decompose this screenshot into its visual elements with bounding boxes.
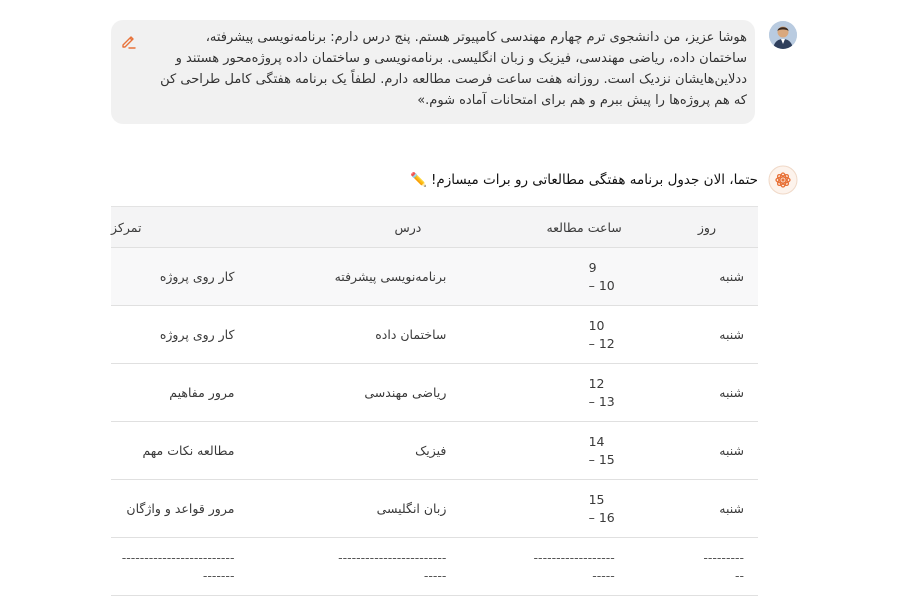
cell-time-separator	[489, 538, 634, 596]
time-start: 12	[588, 375, 605, 391]
time-start: 14	[588, 433, 605, 449]
cell-course: فیزیک	[260, 422, 489, 480]
assistant-title-text: حتما، الان جدول برنامه هفتگی مطالعاتی رو برات میسازم!	[430, 172, 758, 188]
time-end: – 10	[588, 277, 615, 293]
cell-day: شنبه	[635, 422, 758, 480]
table-separator-row	[111, 538, 758, 596]
cell-day: شنبه	[635, 306, 758, 364]
cell-day: شنبه	[635, 248, 758, 306]
weekly-schedule-table	[111, 206, 758, 596]
cell-focus-separator	[111, 538, 260, 596]
table-row	[111, 364, 758, 422]
table-row	[111, 248, 758, 306]
time-end: – 16	[588, 509, 615, 525]
table-row	[111, 306, 758, 364]
cell-course: ریاضی مهندسی	[260, 364, 489, 422]
user-message-bubble	[111, 20, 755, 124]
separator-line: -------------------------	[121, 549, 235, 565]
cell-focus: مطالعه نکات مهم	[111, 422, 260, 480]
assistant-response-title	[410, 171, 758, 189]
table-row	[111, 480, 758, 538]
cell-time	[489, 422, 634, 480]
cell-time	[489, 306, 634, 364]
cell-focus: کار روی پروژه	[111, 248, 260, 306]
cell-focus: مرور مفاهیم	[111, 364, 260, 422]
header-study-time: ساعت مطالعه	[489, 207, 634, 248]
time-end: – 12	[588, 335, 615, 351]
header-focus: تمرکز	[111, 207, 260, 248]
cell-time	[489, 364, 634, 422]
header-course: درس	[260, 207, 489, 248]
cell-day: شنبه	[635, 480, 758, 538]
time-end: – 13	[588, 393, 615, 409]
weekly-schedule-table-wrapper	[111, 206, 758, 596]
time-start: 15	[588, 491, 605, 507]
cell-course: برنامه‌نویسی پیشرفته	[260, 248, 489, 306]
cell-focus: کار روی پروژه	[111, 306, 260, 364]
separator-line: ------------------	[533, 549, 615, 565]
time-end: – 15	[588, 451, 615, 467]
pencil-emoji-icon: ✏️	[410, 172, 427, 188]
cell-day: شنبه	[635, 364, 758, 422]
separator-line: --	[734, 567, 744, 583]
cell-course: زبان انگلیسی	[260, 480, 489, 538]
cell-day-separator	[635, 538, 758, 596]
cell-course: ساختمان داده	[260, 306, 489, 364]
separator-line: ---------	[703, 549, 744, 565]
edit-icon[interactable]	[120, 32, 138, 50]
header-day: روز	[635, 207, 758, 248]
separator-line: -------	[202, 567, 235, 583]
table-row	[111, 422, 758, 480]
assistant-logo-icon	[768, 165, 798, 195]
user-message-text: هوشا عزیز، من دانشجوی ترم چهارم مهندسی کامپیوتر هستم. پنج درس دارم: برنامه‌نویسی پیشرفته، ساختمان داده، ریاضی مهندسی، فیزیک و زبان انگلیسی. برنامه‌نویسی و ساختمان داده پروژه‌محور هستند و ددلاین‌هایشان نزدیک است. روزانه هفت ساعت فرصت مطالعه دارم. لطفاً یک برنامه هفتگی کامل طراحی کن که هم پروژه‌ها را پیش ببرم و هم برای امتحانات آماده شوم.»	[160, 30, 747, 108]
separator-line: ------------------------	[338, 549, 447, 565]
user-avatar	[769, 21, 797, 49]
separator-line: -----	[592, 567, 615, 583]
cell-focus: مرور قواعد و واژگان	[111, 480, 260, 538]
separator-line: -----	[423, 567, 447, 583]
table-header-row	[111, 207, 758, 248]
time-start: 9	[588, 259, 597, 275]
cell-time	[489, 248, 634, 306]
cell-course-separator	[260, 538, 489, 596]
time-start: 10	[588, 317, 605, 333]
cell-time	[489, 480, 634, 538]
